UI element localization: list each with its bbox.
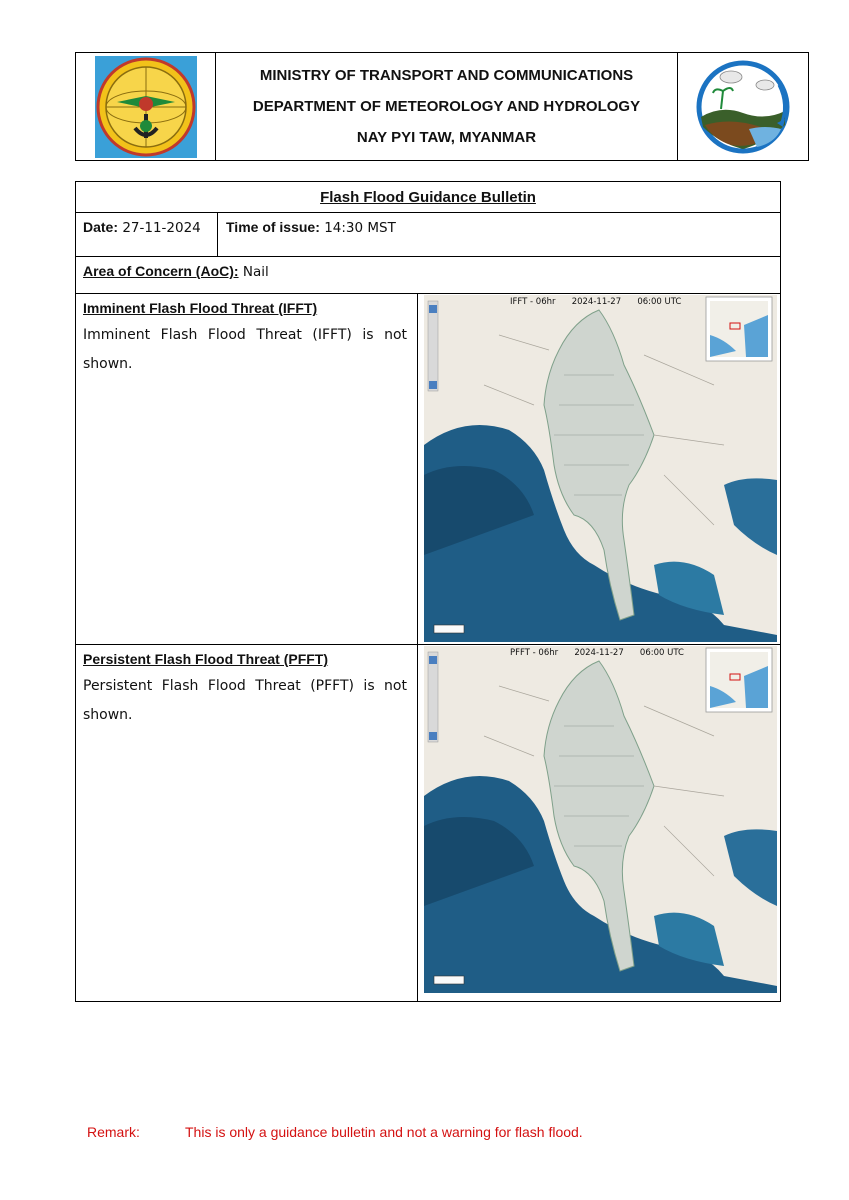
date-label: Date: <box>83 219 119 235</box>
pfft-map <box>424 646 777 993</box>
ifft-section <box>76 294 780 645</box>
pfft-body: Persistent Flash Flood Threat (PFFT) is not shown. <box>83 678 407 723</box>
dmh-logo-icon <box>691 55 795 159</box>
ifft-heading: Imminent Flash Flood Threat (IFFT) <box>83 300 318 316</box>
dmh-logo-cell <box>677 53 808 160</box>
aoc-row <box>76 257 780 294</box>
aoc-value: Nail <box>242 264 269 280</box>
ministry-header <box>75 52 809 161</box>
ministry-logo-cell <box>76 53 216 160</box>
ifft-map-label: IFFT - 06hr 2024-11-27 06:00 UTC <box>510 297 682 307</box>
date-cell <box>76 213 218 256</box>
bulletin-date-row <box>76 213 780 257</box>
department-name: DEPARTMENT OF METEOROLOGY AND HYDROLOGY <box>252 98 641 115</box>
ifft-map <box>424 295 777 642</box>
ifft-map-image <box>424 295 777 642</box>
time-value: 14:30 MST <box>324 220 396 236</box>
remark-text: This is only a guidance bulletin and not a warning for flash flood. <box>185 1124 583 1140</box>
bulletin-title: Flash Flood Guidance Bulletin <box>76 182 780 213</box>
bulletin-table <box>75 181 781 1002</box>
remark <box>87 1124 583 1140</box>
aoc-label: Area of Concern (AoC): <box>83 263 239 279</box>
pfft-section <box>76 645 780 1001</box>
time-cell <box>218 213 396 256</box>
pfft-map-label: PFFT - 06hr 2024-11-27 06:00 UTC <box>510 648 684 658</box>
pfft-map-image <box>424 646 777 993</box>
pfft-heading: Persistent Flash Flood Threat (PFFT) <box>83 651 329 667</box>
pfft-text-cell <box>76 645 418 1001</box>
ministry-emblem-icon <box>95 56 197 158</box>
time-label: Time of issue: <box>226 219 320 235</box>
ministry-name: MINISTRY OF TRANSPORT AND COMMUNICATIONS <box>259 67 634 84</box>
date-value: 27-11-2024 <box>122 220 201 236</box>
ifft-body: Imminent Flash Flood Threat (IFFT) is not shown. <box>83 327 407 372</box>
ifft-text-cell <box>76 294 418 644</box>
ministry-title <box>216 53 677 160</box>
remark-label: Remark: <box>87 1124 140 1140</box>
ministry-location: NAY PYI TAW, MYANMAR <box>356 129 537 146</box>
